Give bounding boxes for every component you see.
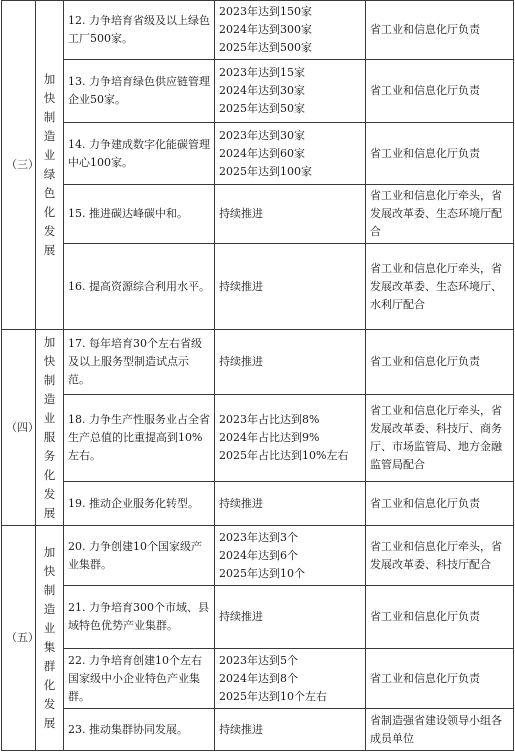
target-cell: 2023年达到30家 2024年达到60家 2025年达到100家 [215, 123, 366, 185]
task-table [1, 0, 514, 751]
responsible-cell: 省工业和信息化厅负责 [366, 1, 514, 60]
responsible-cell: 省工业和信息化厅负责 [366, 123, 514, 185]
target-cell: 持续推进 [215, 330, 366, 395]
responsible-cell: 省工业和信息化厅牵头，省发展改革委、科技厅、商务厅、市场监管局、地方金融监管局配合 [366, 395, 514, 482]
responsible-cell: 省工业和信息化厅负责 [366, 60, 514, 123]
target-cell: 2023年达到15家 2024年达到30家 2025年达到50家 [215, 60, 366, 123]
responsible-cell: 省工业和信息化厅负责 [366, 330, 514, 395]
table-row [2, 185, 514, 244]
table-row [2, 244, 514, 330]
target-cell: 持续推进 [215, 586, 366, 649]
task-cell: 19. 推动企业服务化转型。 [64, 482, 215, 526]
table-row [2, 123, 514, 185]
table-row [2, 586, 514, 649]
section-number: （四） [2, 330, 36, 526]
responsible-cell: 省工业和信息化厅负责 [366, 649, 514, 709]
task-cell: 21. 力争培育300个市域、县域特色优势产业集群。 [64, 586, 215, 649]
target-cell: 持续推进 [215, 244, 366, 330]
responsible-cell: 省工业和信息化厅负责 [366, 482, 514, 526]
section-number: （五） [2, 526, 36, 751]
table-row [2, 1, 514, 60]
task-cell: 18. 力争生产性服务业占全省生产总值的比重提高到10%左右。 [64, 395, 215, 482]
section-theme: 加快制造业集群化发展 [36, 526, 64, 751]
table-row [2, 60, 514, 123]
section-number: （三） [2, 1, 36, 330]
table-row [2, 482, 514, 526]
task-cell: 17. 每年培育30个左右省级及以上服务型制造试点示范。 [64, 330, 215, 395]
target-cell: 2023年达到150家 2024年达到300家 2025年达到500家 [215, 1, 366, 60]
responsible-cell: 省制造强省建设领导小组各成员单位 [366, 709, 514, 751]
responsible-cell: 省工业和信息化厅负责 [366, 586, 514, 649]
table-row [2, 649, 514, 709]
target-cell: 持续推进 [215, 709, 366, 751]
responsible-cell: 省工业和信息化厅牵头，省发展改革委、生态环境厅配合 [366, 185, 514, 244]
responsible-cell: 省工业和信息化厅牵头，省发展改革委、科技厅配合 [366, 526, 514, 586]
task-cell: 14. 力争建成数字化能碳管理中心100家。 [64, 123, 215, 185]
task-cell: 16. 提高资源综合利用水平。 [64, 244, 215, 330]
table-row [2, 395, 514, 482]
task-cell: 22. 力争培育创建10个左右国家级中小企业特色产业集群。 [64, 649, 215, 709]
table-row [2, 330, 514, 395]
target-cell: 持续推进 [215, 482, 366, 526]
task-cell: 15. 推进碳达峰碳中和。 [64, 185, 215, 244]
target-cell: 2023年占比达到8% 2024年占比达到9% 2025年占比达到10%左右 [215, 395, 366, 482]
table-row [2, 526, 514, 586]
target-cell: 持续推进 [215, 185, 366, 244]
task-cell: 20. 力争创建10个国家级产业集群。 [64, 526, 215, 586]
task-cell: 23. 推动集群协同发展。 [64, 709, 215, 751]
task-cell: 13. 力争培育绿色供应链管理企业50家。 [64, 60, 215, 123]
table-row [2, 709, 514, 751]
task-cell: 12. 力争培育省级及以上绿色工厂500家。 [64, 1, 215, 60]
responsible-cell: 省工业和信息化厅牵头，省发展改革委、生态环境厅、水利厅配合 [366, 244, 514, 330]
target-cell: 2023年达到3个 2024年达到6个 2025年达到10个 [215, 526, 366, 586]
section-theme: 加快制造业绿色化发展 [36, 1, 64, 330]
target-cell: 2023年达到5个 2024年达到8个 2025年达到10个左右 [215, 649, 366, 709]
section-theme: 加快制造业服务化发展 [36, 330, 64, 526]
